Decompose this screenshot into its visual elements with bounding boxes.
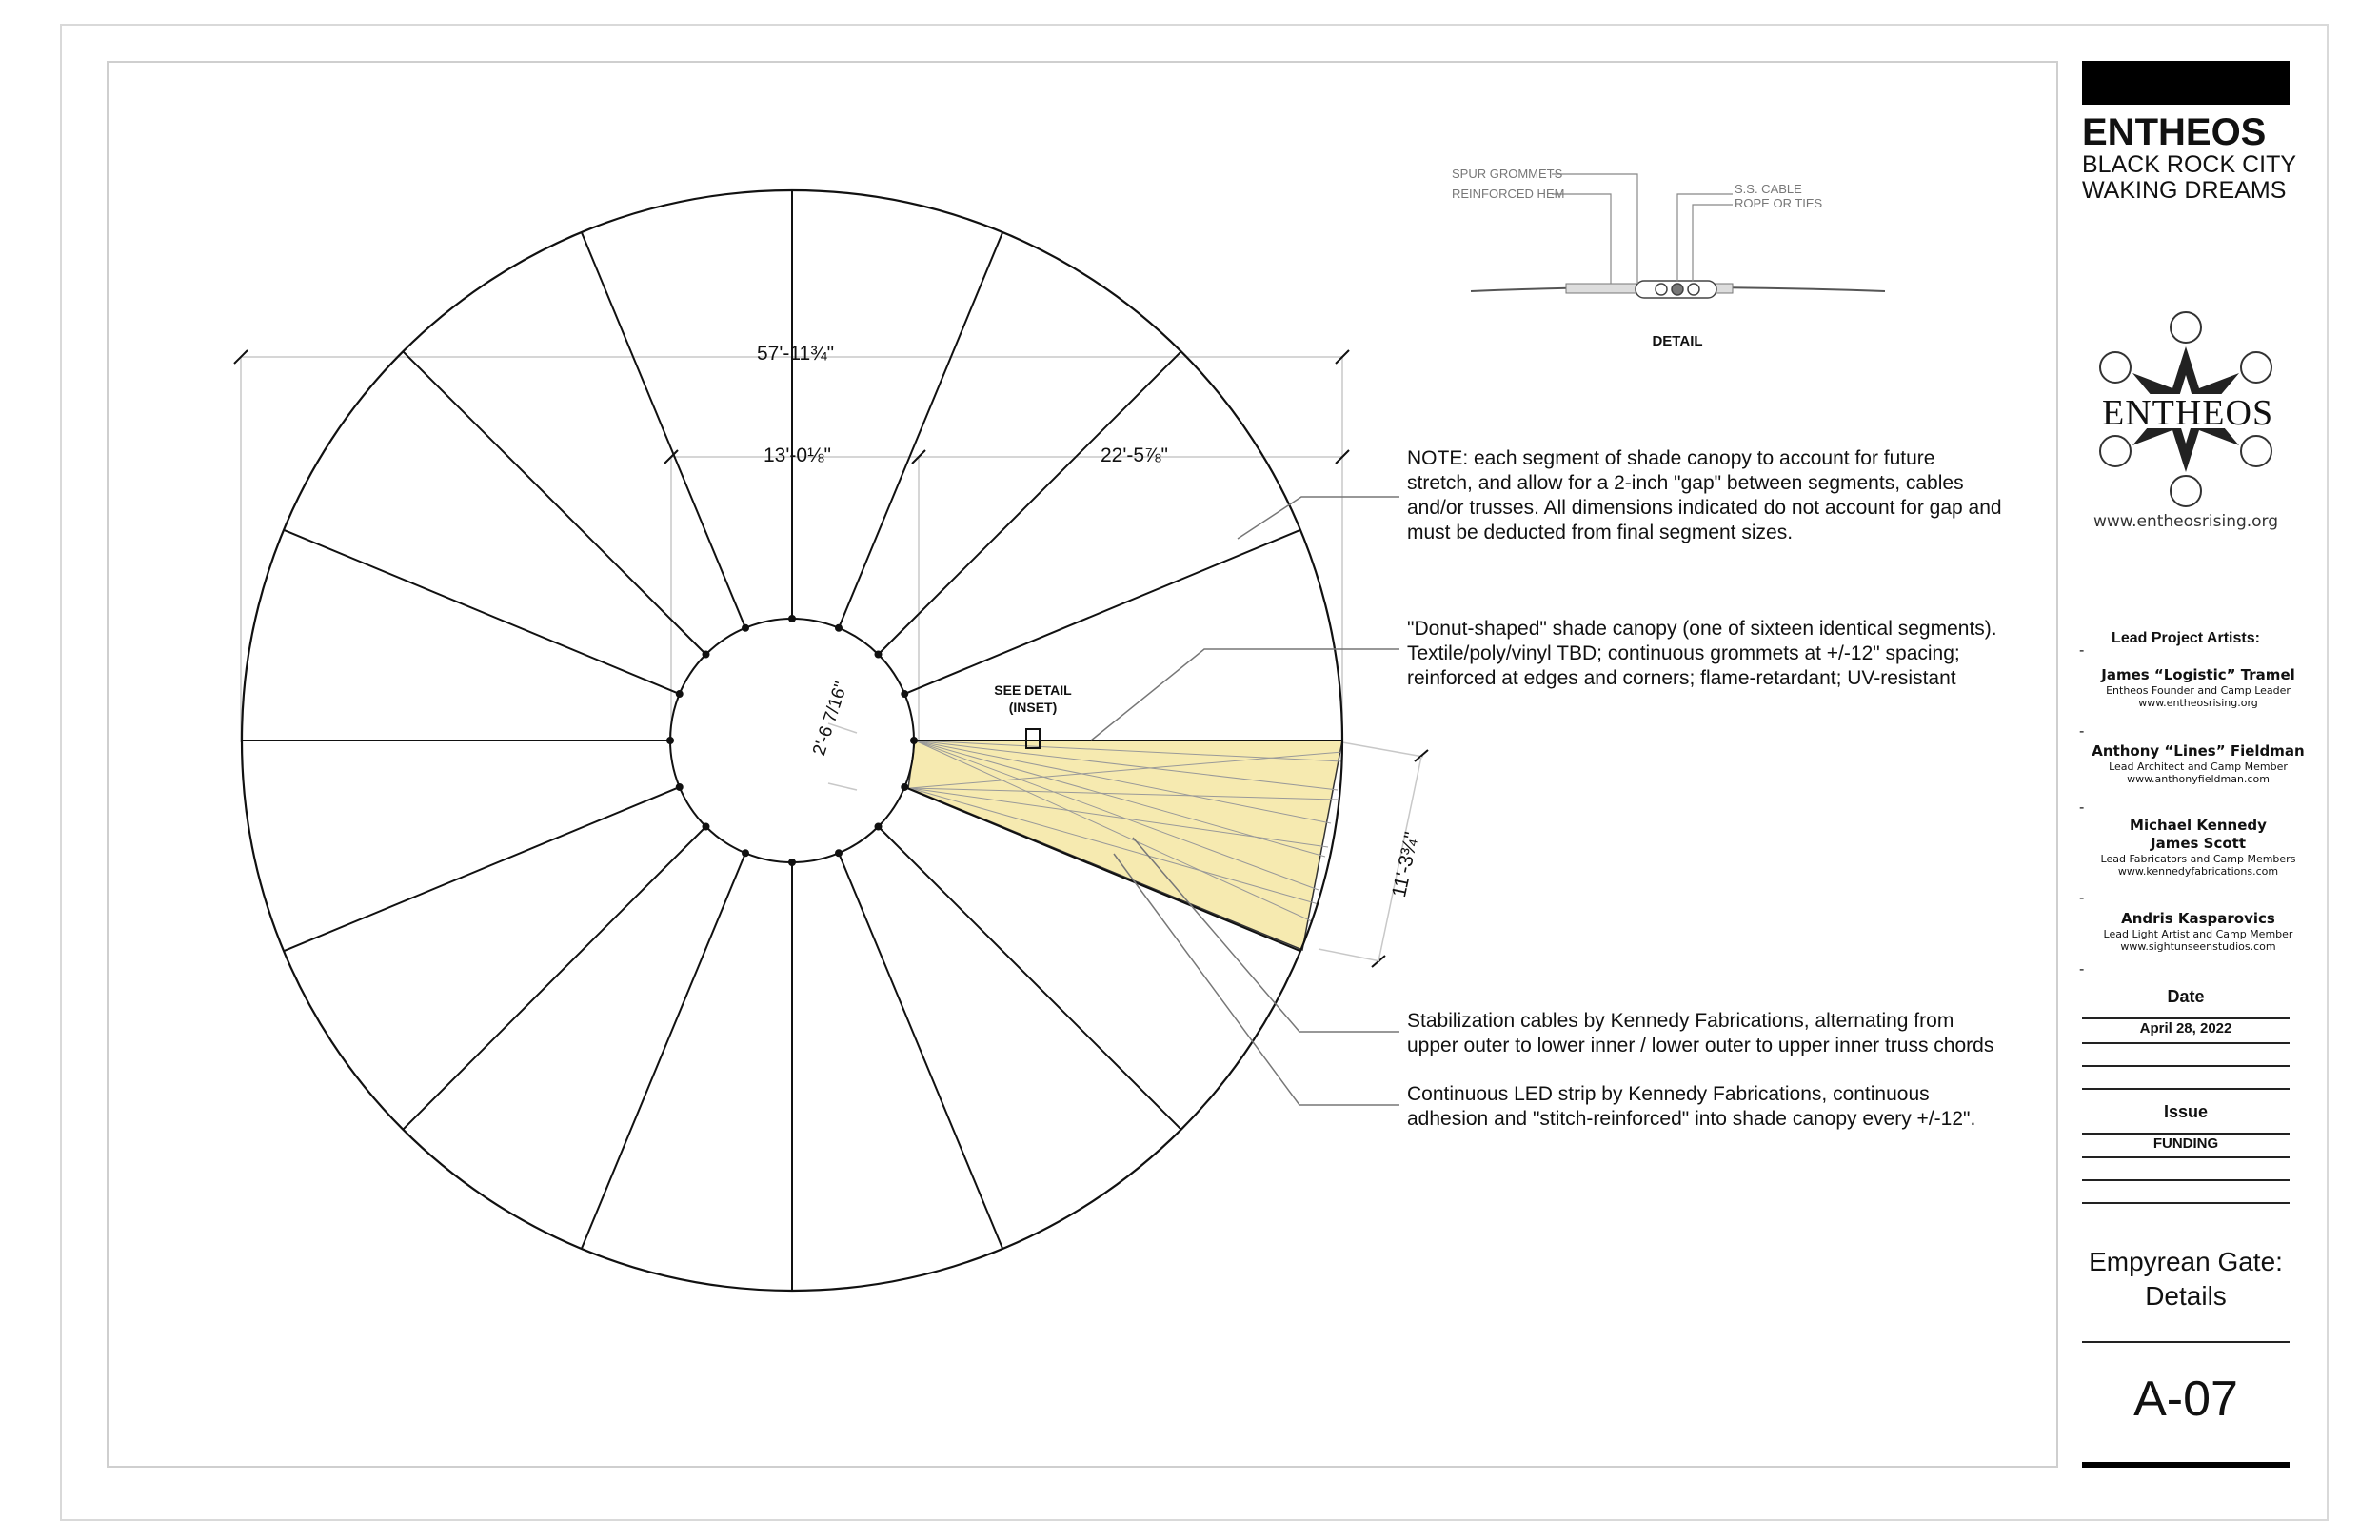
rule: [2082, 1133, 2290, 1135]
title-block-bottom-bar: [2082, 1462, 2290, 1468]
hub-connection-point: [743, 625, 748, 631]
artist-website: www.anthonyfieldman.com: [2127, 773, 2270, 785]
logo-wordmark: ENTHEOS: [2102, 393, 2274, 433]
artist-entry: [2082, 910, 2314, 953]
date-label: Date: [2167, 987, 2205, 1006]
rule: [2082, 1088, 2290, 1090]
detail-label-rope-ties: ROPE OR TIES: [1735, 196, 1823, 210]
detail-label-spur-grommets: SPUR GROMMETS: [1452, 167, 1563, 181]
issue-value: FUNDING: [2152, 1135, 2219, 1152]
hub-connection-point: [911, 738, 917, 743]
note-gap: NOTE: each segment of shade canopy to account for future stretch, and allow for a 2-inch "gap" between segments, cables and/or trusses. All dimensions indicated do not account for gap and must be deducted from final segment sizes.: [1407, 447, 2002, 543]
artist-role: Entheos Founder and Camp Leader: [2106, 684, 2291, 697]
rule: [2082, 1156, 2290, 1158]
artist-entry: [2082, 742, 2314, 785]
hub-connection-point: [677, 784, 683, 790]
hub-connection-point: [703, 651, 708, 657]
artist-name: Michael Kennedy James Scott: [2130, 817, 2267, 852]
hub-connection-point: [667, 738, 673, 743]
rule: [2082, 1017, 2290, 1019]
rule: [2082, 1179, 2290, 1181]
see-detail-label: SEE DETAIL (INSET): [994, 682, 1072, 715]
hub-connection-point: [876, 824, 882, 830]
date-value: April 28, 2022: [2139, 1020, 2232, 1037]
truss-line: [582, 232, 745, 628]
hub-connection-point: [703, 824, 708, 830]
truss-line: [904, 530, 1300, 694]
hub-connection-point: [876, 651, 882, 657]
truss-line: [879, 351, 1181, 654]
detail-label-ss-cable: S.S. CABLE: [1735, 182, 1802, 196]
hub-connection-point: [789, 859, 795, 865]
truss-line: [839, 853, 1002, 1249]
truss-line: [582, 853, 745, 1249]
highlighted-canopy-segment: [908, 740, 1342, 950]
separator-dash: -: [2079, 800, 2085, 816]
company-name: ENTHEOS: [2082, 111, 2267, 153]
company-website: www.entheosrising.org: [2092, 512, 2279, 531]
company-line3: WAKING DREAMS: [2082, 177, 2287, 204]
truss-line: [284, 787, 680, 951]
company-line2: BLACK ROCK CITY: [2082, 151, 2297, 178]
note-donut-canopy: "Donut-shaped" shade canopy (one of sixteen identical segments). Textile/poly/vinyl TBD; continuous grommets at +/-12" spacing; reinforced at edges and corners; flame-retardant; UV-resistant: [1407, 618, 1997, 689]
artist-name: Anthony “Lines” Fieldman: [2092, 742, 2305, 760]
hub-connection-point: [836, 850, 842, 856]
overall-dimension: 57'-11¾": [757, 343, 835, 365]
title-block-top-bar: [2082, 61, 2290, 105]
artist-entry: [2082, 666, 2314, 709]
separator-dash: -: [2079, 890, 2085, 906]
artist-role: Lead Fabricators and Camp Members: [2100, 853, 2296, 865]
issue-label: Issue: [2163, 1102, 2209, 1121]
hub-connection-point: [836, 625, 842, 631]
hub-connection-point: [677, 691, 683, 697]
artist-role: Lead Light Artist and Camp Member: [2103, 928, 2293, 940]
detail-title: DETAIL: [1652, 333, 1703, 349]
sheet-number: A-07: [2133, 1372, 2238, 1427]
artist-website: www.kennedyfabrications.com: [2117, 865, 2279, 878]
artist-role: Lead Architect and Camp Member: [2109, 760, 2288, 773]
segment-depth-dimension: 11'-3¾": [1388, 830, 1423, 899]
sheet-title: Empyrean Gate: Details: [2089, 1247, 2283, 1311]
hub-connection-point: [902, 691, 907, 697]
hub-radius-dimension: 2'-6 7/16": [809, 679, 852, 759]
separator-dash: -: [2079, 723, 2085, 740]
inner-dimension: 13'-0⅛": [764, 444, 832, 466]
separator-dash: -: [2079, 642, 2085, 659]
rule: [2082, 1202, 2290, 1204]
artist-entry: [2082, 817, 2314, 878]
rule: [2082, 1065, 2290, 1067]
artist-website: www.entheosrising.org: [2138, 697, 2258, 709]
artist-website: www.sightunseenstudios.com: [2120, 940, 2276, 953]
note-led-strip: Continuous LED strip by Kennedy Fabrications, continuous adhesion and "stitch-reinforced" into shade canopy every +/-12".: [1407, 1083, 1976, 1130]
lead-artists-heading: Lead Project Artists:: [2112, 630, 2260, 646]
detail-label-reinforced-hem: REINFORCED HEM: [1452, 187, 1565, 201]
ring-dimension: 22'-5⅞": [1101, 444, 1169, 466]
artist-name: James “Logistic” Tramel: [2101, 666, 2295, 683]
note-stabilization-cables: Stabilization cables by Kennedy Fabrications, alternating from upper outer to lower inner / lower outer to upper inner truss chords: [1407, 1010, 1994, 1056]
hub-connection-point: [902, 784, 907, 790]
rule: [2082, 1042, 2290, 1044]
separator-dash: -: [2079, 961, 2085, 977]
truss-line: [284, 530, 680, 694]
hub-connection-point: [743, 850, 748, 856]
truss-line: [839, 232, 1002, 628]
rule: [2082, 1341, 2290, 1343]
truss-line: [403, 827, 705, 1130]
hub-connection-point: [789, 616, 795, 622]
truss-line: [403, 351, 705, 654]
artist-name: Andris Kasparovics: [2121, 910, 2275, 927]
